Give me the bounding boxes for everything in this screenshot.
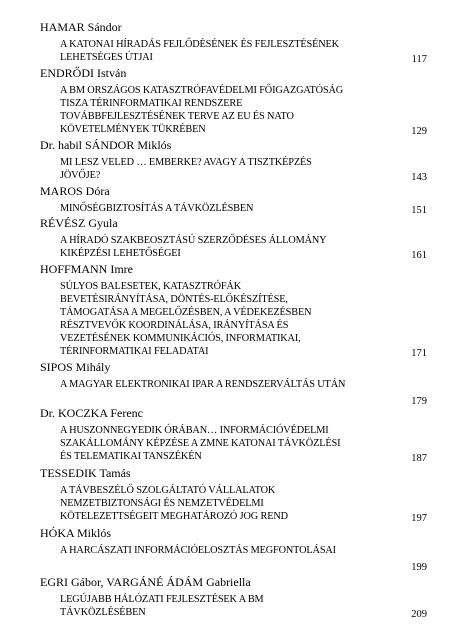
title-line: TOVÁBBFEJLESZTÉSÉNEK TERVE AZ EU ÉS NATO [60, 111, 294, 122]
title-line: KIKÉPZÉSI LEHETŐSÉGEI [60, 248, 181, 259]
title-line: A HÍRADÓ SZAKBEOSZTÁSÚ SZERZŐDÉSES ÁLLOMÁNY [60, 235, 327, 246]
title-line: MINŐSÉGBIZTOSÍTÁS A TÁVKÖZLÉSBEN [60, 203, 254, 214]
page-number: 117 [411, 54, 427, 65]
page-number: 199 [411, 562, 427, 573]
page-number: 143 [411, 172, 427, 183]
title-line: RÉSZTVEVŐK KOORDINÁLÁSA, IRÁNYÍTÁSA ÉS [60, 320, 289, 331]
title-line: A HARCÁSZATI INFORMÁCIÓELOSZTÁS MEGFONTOLÁSAI [60, 545, 336, 556]
page-number: 187 [411, 453, 427, 464]
title-line: SZAKÁLLOMÁNY KÉPZÉSE A ZMNE KATONAI TÁVKÖZLÉSI [60, 438, 341, 449]
author-name: HOFFMANN Imre [40, 262, 133, 276]
title-line: NEMZETBIZTONSÁGI ÉS NEMZETVÉDELMI [60, 498, 264, 509]
title-line: TÉRINFORMATIKAI FELADATAI [60, 346, 209, 357]
author-name: Dr. KOCZKA Ferenc [40, 406, 143, 420]
author-name: HÓKA Miklós [40, 526, 112, 540]
author-name: HAMAR Sándor [40, 20, 122, 34]
title-line: JÖVŐJE? [60, 170, 101, 181]
title-line: KÖVETELMÉNYEK TÜKRÉBEN [60, 124, 206, 135]
title-line: A TÁVBESZÉLŐ SZOLGÁLTATÓ VÁLLALATOK [60, 485, 276, 496]
author-name: MAROS Dóra [40, 184, 110, 198]
author-name: RÉVÉSZ Gyula [40, 216, 118, 230]
page-number: 129 [411, 126, 427, 137]
author-name: SIPOS Mihály [40, 360, 111, 374]
page-number: 209 [411, 609, 427, 620]
title-line: A KATONAI HÍRADÁS FEJLŐDÉSÉNEK ÉS FEJLESZTÉSÉNEK [60, 39, 339, 50]
author-name: EGRI Gábor, VARGÁNÉ ÁDÁM Gabriella [40, 575, 251, 589]
title-line: A HUSZONNEGYEDIK ÓRÁBAN… INFORMÁCIÓVÉDELMI [60, 425, 329, 436]
page-number: 179 [411, 396, 427, 407]
page-number: 197 [411, 513, 427, 524]
title-line: SÚLYOS BALESETEK, KATASZTRÓFÁK [60, 281, 241, 292]
title-line: VEZETÉSÉNEK KOMMUNIKÁCIÓS, INFORMATIKAI, [60, 333, 301, 344]
author-name: ENDRŐDI István [40, 66, 127, 80]
author-name: Dr. habil SÁNDOR Miklós [40, 138, 172, 152]
title-line: A MAGYAR ELEKTRONIKAI IPAR A RENDSZERVÁLTÁS UTÁN [60, 379, 346, 390]
page-number: 161 [411, 250, 427, 261]
title-line: TÁMOGATÁSA A MEGELŐZÉSBEN, A VÉDEKEZÉSBEN [60, 307, 312, 318]
title-line: BEVETÉSIRÁNYÍTÁSA, DÖNTÉS-ELŐKÉSZÍTÉSE, [60, 294, 288, 305]
title-line: KÖTELEZETTSÉGEIT MEGHATÁROZÓ JOG REND [60, 511, 288, 522]
page-number: 151 [411, 205, 427, 216]
title-line: TÁVKÖZLÉSÉBEN [60, 607, 146, 618]
title-line: ÉS TELEMATIKAI TANSZÉKÉN [60, 451, 202, 462]
author-name: TESSEDIK Tamás [40, 466, 131, 480]
title-line: LEGÚJABB HÁLÓZATI FEJLESZTÉSEK A BM [60, 594, 264, 605]
title-line: MI LESZ VELED … EMBERKE? AVAGY A TISZTKÉPZÉS [60, 157, 312, 168]
title-line: TISZA TÉRINFORMATIKAI RENDSZERE [60, 98, 243, 109]
title-line: LEHETSÉGES ÚTJAI [60, 52, 153, 63]
page-number: 171 [411, 348, 427, 359]
title-line: A BM ORSZÁGOS KATASZTRÓFAVÉDELMI FŐIGAZGATÓSÁG [60, 85, 344, 96]
